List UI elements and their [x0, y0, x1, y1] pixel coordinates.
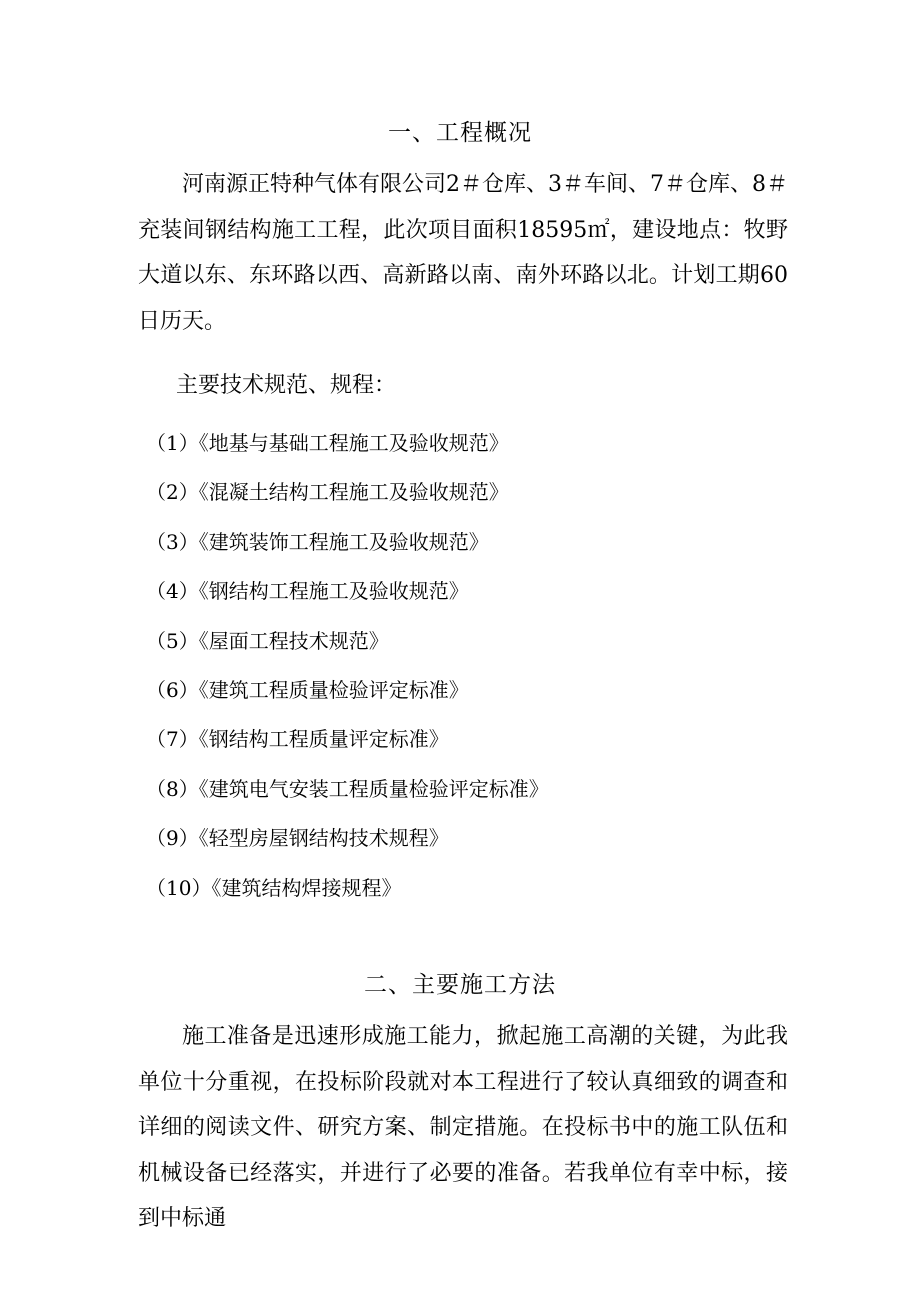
- specs-heading: 主要技术规范、规程：: [176, 373, 397, 398]
- list-item: （5）《屋面工程技术规范》: [146, 628, 389, 653]
- section-1-heading: 一、工程概况: [388, 120, 532, 146]
- list-item: （3）《建筑装饰工程施工及验收规范》: [146, 529, 489, 554]
- section-2-heading: 二、主要施工方法: [364, 972, 556, 998]
- list-item: （8）《建筑电气安装工程质量检验评定标准》: [146, 776, 549, 801]
- list-item: （2）《混凝土结构工程施工及验收规范》: [146, 480, 509, 505]
- list-item: （9）《轻型房屋钢结构技术规程》: [146, 826, 449, 851]
- list-item: （1）《地基与基础工程施工及验收规范》: [146, 431, 509, 455]
- list-item: （6）《建筑工程质量检验评定标准》: [146, 677, 469, 702]
- list-item: （4）《钢结构工程施工及验收规范》: [146, 579, 469, 604]
- list-item: （10）《建筑结构焊接规程》: [146, 875, 402, 900]
- list-item: （7）《钢结构工程质量评定标准》: [146, 727, 449, 752]
- section-2-paragraph: 施工准备是迅速形成施工能力，掀起施工高潮的关键，为此我单位十分重视，在投标阶段就对本工程进行了较认真细致的调查和详细的阅读文件、研究方案、制定措施。在投标书中的施工队伍和机械设备已经落实，并进行了必要的准备。若我单位有幸中标，接到中标通: [138, 1024, 788, 1231]
- section-1-paragraph: 河南源正特种气体有限公司2＃仓库、3＃车间、7＃仓库、8＃充装间钢结构施工工程，此次项目面积18595㎡，建设地点：牧野大道以东、东环路以西、高新路以南、南外环路以北。计划工期60日历天。: [138, 172, 788, 334]
- specs-list: [146, 428, 549, 922]
